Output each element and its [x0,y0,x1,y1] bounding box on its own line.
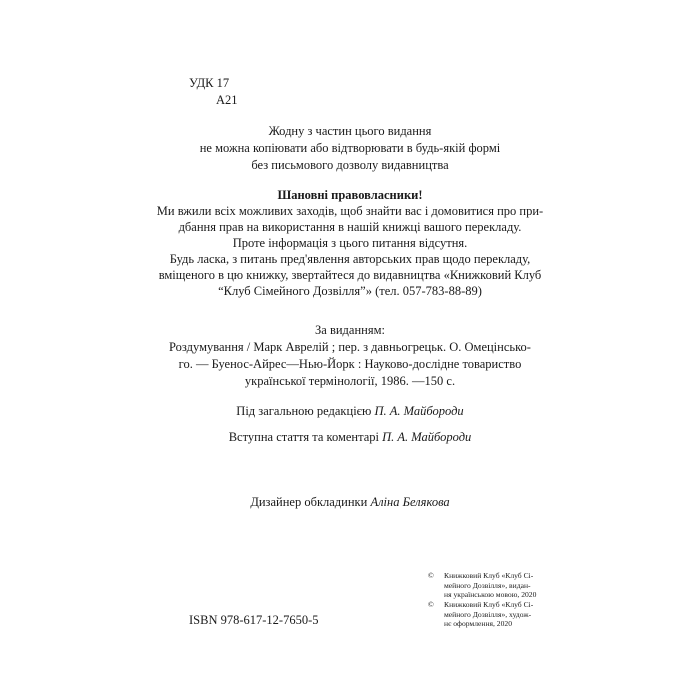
intro-prefix: Вступна стаття та коментарі [228,430,379,444]
copyright-notice-line: Жодну з частин цього видання [268,124,432,138]
copyright-line: Книжковий Клуб «Клуб Сі- [444,571,534,580]
rights-text-line: “Клуб Сімейного Дозвілля”» (тел. 057-783-88-89) [218,284,482,298]
rights-text-line: дбання прав на використання в нашій книжці вашого перекладу. [178,220,522,234]
source-text-line: Роздумування / Марк Аврелій ; пер. з давньогрецьк. О. Омецінсько- [169,340,531,354]
copyright-line: мейного Дозвілля», видан- [444,580,531,590]
source-text-line: української термінології, 1986. —150 с. [244,374,456,388]
copyright-line: Книжковий Клуб «Клуб Сі- [444,600,534,609]
copyright-line: нє оформлення, 2020 [444,619,512,629]
copyright-notice-line: без письмового дозволу видавництва [251,158,449,172]
rights-text-line: Ми вжили всіх можливих заходів, щоб знайти вас і домовитися про при- [156,204,544,218]
designer-prefix: Дизайнер обкладинки [250,495,368,509]
editor-credit [0,404,700,419]
copyright-symbol: © [428,600,434,609]
rights-text-line: Проте інформація з цього питання відсутня. [232,236,468,250]
intro-credit [0,430,700,445]
copyright-block [444,571,536,600]
author-mark: А21 [216,93,238,107]
copyright-block [444,600,533,629]
rights-text-line: вміщеного в цю книжку, звертайтеся до видавництва «Книжковий Клуб [158,268,542,282]
rights-text-line: Будь ласка, з питань пред'явлення авторських прав щодо перекладу, [169,252,531,266]
intro-name: П. А. Майбороди [382,430,472,444]
source-label: За виданням: [315,323,385,337]
copyright-notice-line: не можна копіювати або відтворювати в будь-якій формі [199,141,501,155]
source-text-line: го. — Буенос-Айрес—Нью-Йорк : Науково-дослідне товариство [178,357,522,371]
copyright-line: мейного Дозвілля», худож- [444,609,532,619]
isbn: ISBN 978-617-12-7650-5 [189,613,319,627]
designer-name: Аліна Белякова [370,495,450,509]
rights-heading: Шановні правовласники! [277,188,423,202]
editor-prefix: Під загальною редакцією [236,404,372,418]
editor-name: П. А. Майбороди [374,404,464,418]
copyright-line: ня українською мовою, 2020 [444,590,537,600]
udk-code: УДК 17 [189,76,230,90]
copyright-symbol: © [428,571,434,580]
designer-credit [0,495,700,510]
